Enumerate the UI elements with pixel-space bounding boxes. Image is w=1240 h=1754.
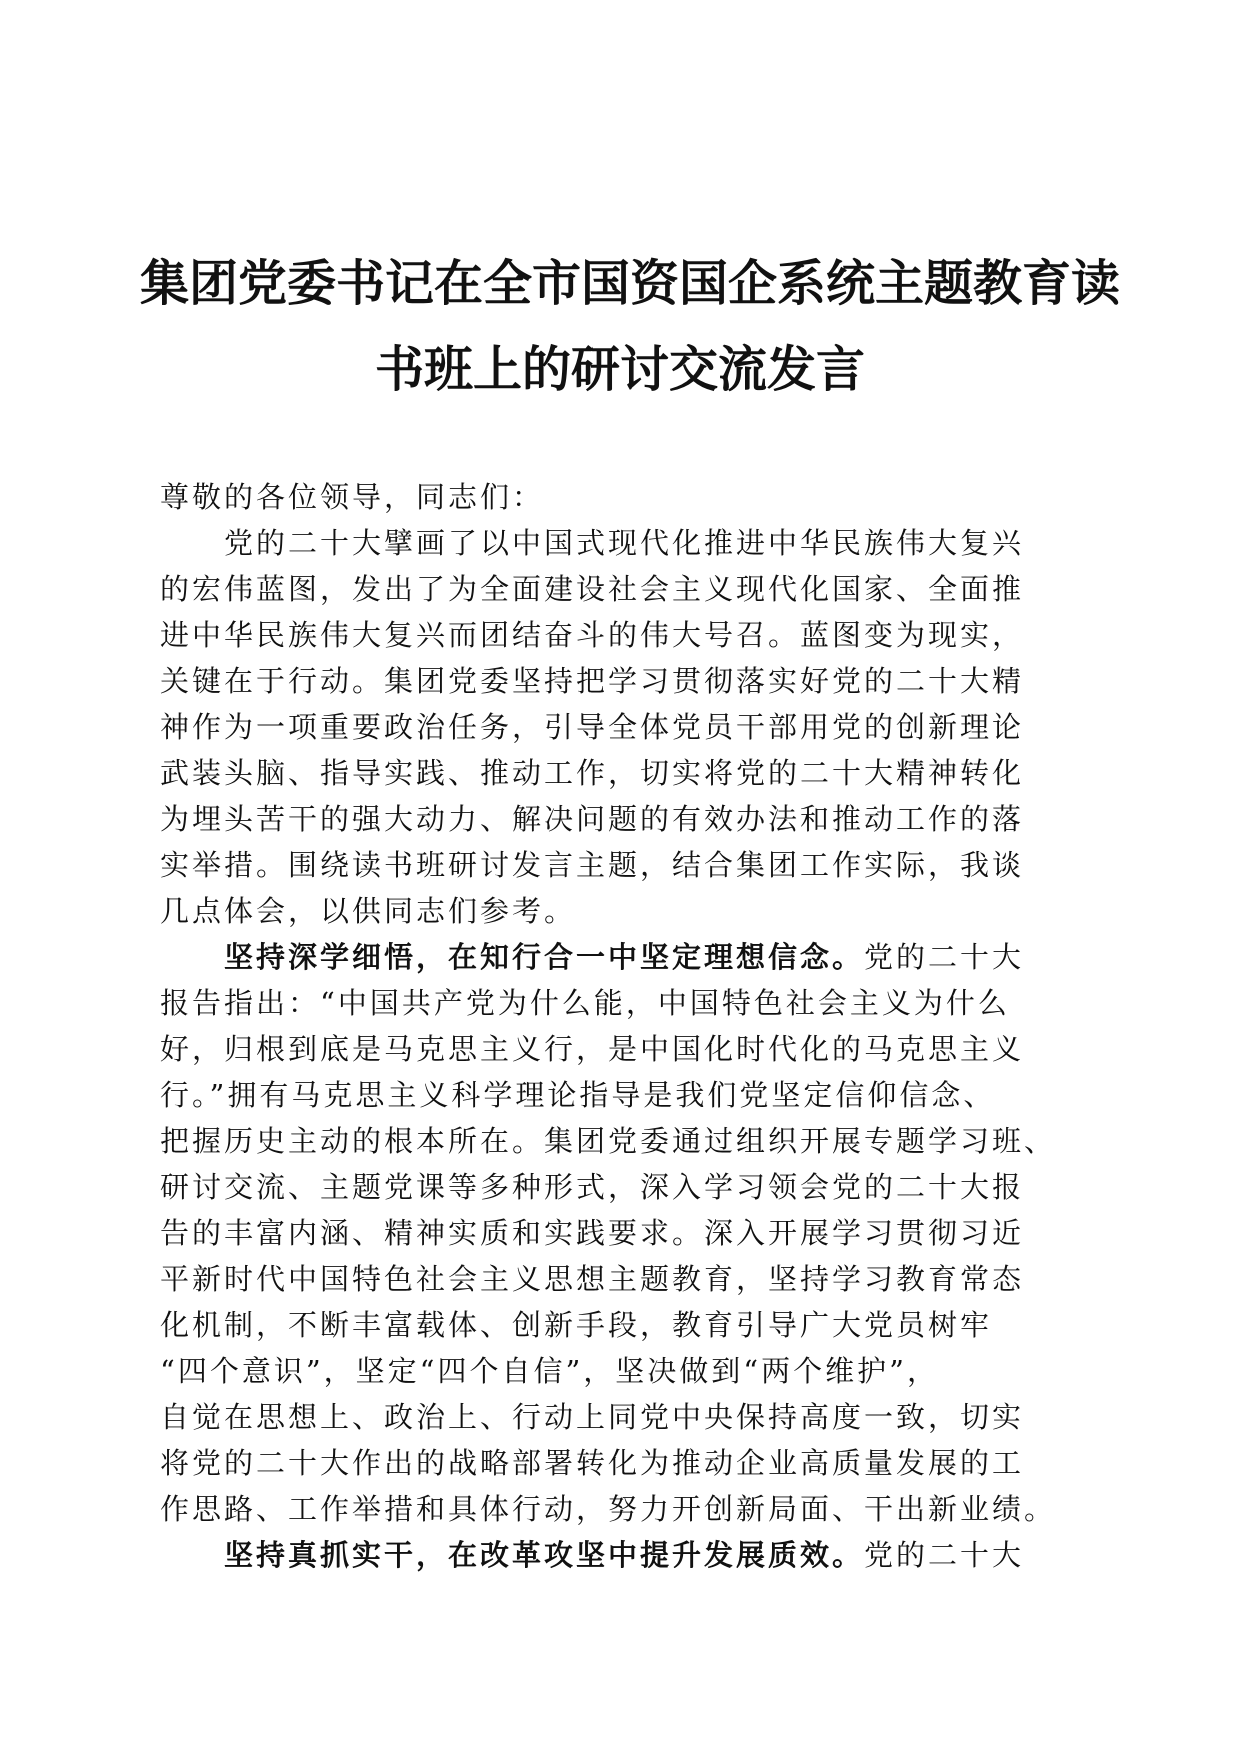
paragraph-1-line: 关键在于行动。集团党委坚持把学习贯彻落实好党的二十大精	[160, 664, 1025, 698]
paragraph-2-line: 化机制，不断丰富载体、创新手段，教育引导广大党员树牢	[160, 1308, 993, 1342]
paragraph-1-line: 党的二十大擘画了以中国式现代化推进中华民族伟大复兴	[224, 526, 1025, 560]
paragraph-2-line: 将党的二十大作出的战略部署转化为推动企业高质量发展的工	[160, 1446, 1025, 1480]
paragraph-3-first-line	[160, 1532, 1080, 1578]
title-line: 书班上的研讨交流发言	[374, 340, 865, 398]
paragraph-2-line: 作思路、工作举措和具体行动，努力开创新局面、干出新业绩。	[160, 1492, 1057, 1526]
paragraph-2-line: “四个意识”，坚定“四个自信”，坚决做到“两个维护”，	[160, 1354, 939, 1388]
paragraph-1-line: 的宏伟蓝图，发出了为全面建设社会主义现代化国家、全面推	[160, 572, 1025, 606]
paragraph-2-line: 自觉在思想上、政治上、行动上同党中央保持高度一致，切实	[160, 1400, 1025, 1434]
paragraph-2-line: 行。”拥有马克思主义科学理论指导是我们党坚定信仰信念、	[160, 1078, 996, 1112]
title-line: 集团党委书记在全市国资国企系统主题教育读	[140, 254, 1121, 312]
paragraph-2-line: 研讨交流、主题党课等多种形式，深入学习领会党的二十大报	[160, 1170, 1025, 1204]
paragraph-1-line: 武装头脑、指导实践、推动工作，切实将党的二十大精神转化	[160, 756, 1025, 790]
paragraph-1-line: 几点体会，以供同志们参考。	[160, 894, 577, 928]
document-title	[140, 240, 1121, 412]
paragraph-2-line: 好，归根到底是马克思主义行，是中国化时代化的马克思主义	[160, 1032, 1025, 1066]
paragraph-2-heading: 坚持深学细悟，在知行合一中坚定理想信念。	[224, 940, 865, 974]
paragraph-2-line: 平新时代中国特色社会主义思想主题教育，坚持学习教育常态	[160, 1262, 1025, 1296]
paragraph-1-line: 为埋头苦干的强大动力、解决问题的有效办法和推动工作的落	[160, 802, 1025, 836]
paragraph-1-line: 神作为一项重要政治任务，引导全体党员干部用党的创新理论	[160, 710, 1025, 744]
paragraph-1-line: 实举措。围绕读书班研讨发言主题，结合集团工作实际，我谈	[160, 848, 1025, 882]
paragraph-3-lead-text: 党的二十大	[864, 1538, 1025, 1572]
paragraph-3-heading: 坚持真抓实干，在改革攻坚中提升发展质效。	[224, 1538, 865, 1572]
document-body	[160, 474, 1080, 1578]
paragraph-1-line: 进中华民族伟大复兴而团结奋斗的伟大号召。蓝图变为现实，	[160, 618, 1025, 652]
salutation: 尊敬的各位领导，同志们：	[160, 480, 545, 514]
paragraph-2-line: 报告指出：“中国共产党为什么能，中国特色社会主义为什么	[160, 986, 1010, 1020]
paragraph-2-line: 告的丰富内涵、精神实质和实践要求。深入开展学习贯彻习近	[160, 1216, 1025, 1250]
paragraph-2-lead-text: 党的二十大	[864, 940, 1025, 974]
paragraph-2-first-line	[160, 934, 1080, 980]
paragraph-2-line: 把握历史主动的根本所在。集团党委通过组织开展专题学习班、	[160, 1124, 1057, 1158]
